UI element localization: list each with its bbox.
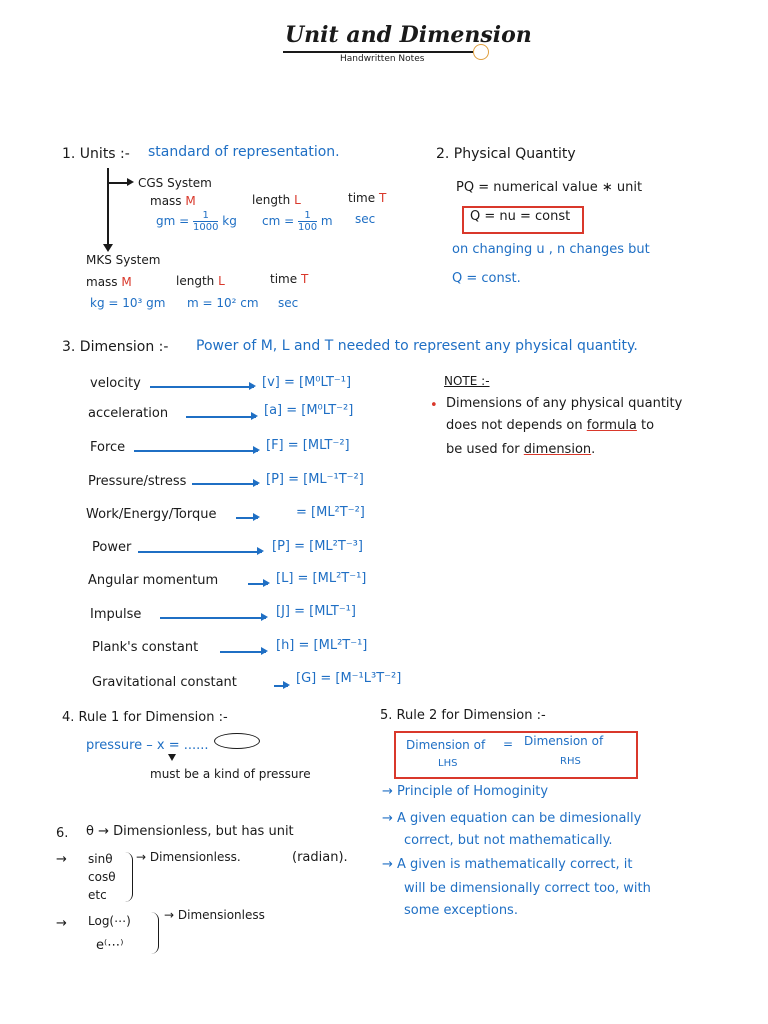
section6-theta-line: θ → Dimensionless, but has unit [86, 824, 294, 839]
trig-brace [124, 852, 133, 902]
dim-formula-1: [a] = [M⁰LT⁻²] [264, 403, 354, 418]
section6-log-arrow: → [56, 916, 67, 931]
mks-length: length L [176, 274, 225, 288]
cgs-cm-conversion: cm = $\frac{1}{100}$ m [262, 210, 333, 233]
pq-formula: PQ = numerical value ∗ unit [456, 180, 643, 195]
rule2-point-5: some exceptions. [404, 903, 518, 918]
dim-arrow-1 [186, 416, 256, 418]
log-brace [150, 912, 159, 954]
mks-kg-conversion: kg = 10³ gm [90, 296, 166, 310]
dim-name-9: Gravitational constant [92, 675, 237, 690]
section6-trig-arrow: → [56, 852, 67, 867]
dim-formula-4: = [ML²T⁻²] [296, 505, 365, 520]
section6-heading: 6. [56, 826, 69, 841]
rule2-box-left: Dimension of [406, 738, 486, 752]
rule1-heading: 4. Rule 1 for Dimension :- [62, 710, 228, 725]
rule2-box-rhs: RHS [560, 756, 581, 767]
dim-name-6: Angular momentum [88, 573, 219, 588]
dim-name-3: Pressure/stress [88, 474, 187, 489]
dim-arrow-6 [248, 583, 268, 585]
dim-arrow-3 [192, 483, 258, 485]
units-definition: standard of representation. [148, 144, 340, 160]
rule1-ellipse [214, 733, 260, 749]
mks-time: time T [270, 272, 309, 286]
rule2-box-eq: = [503, 737, 514, 751]
cgs-mass: mass M [150, 194, 196, 208]
rule1-note: must be a kind of pressure [150, 767, 311, 781]
physical-quantity-heading: 2. Physical Quantity [436, 146, 576, 162]
dim-arrow-4 [236, 517, 258, 519]
mks-m-conversion: m = 10² cm [187, 296, 259, 310]
dim-formula-8: [h] = [ML²T⁻¹] [276, 638, 368, 653]
rule2-heading: 5. Rule 2 for Dimension :- [380, 708, 546, 723]
dim-name-5: Power [92, 540, 132, 555]
arrow-down-icon [103, 244, 113, 252]
dim-formula-6: [L] = [ML²T⁻¹] [276, 571, 367, 586]
dim-arrow-5 [138, 551, 262, 553]
pq-note-line1: on changing u , n changes but [452, 242, 650, 257]
units-branch-line [107, 168, 109, 246]
arrow-head-icon [127, 178, 134, 186]
dim-arrow-9 [274, 685, 288, 687]
units-heading: 1. Units :- [62, 146, 130, 162]
dim-formula-0: [v] = [M⁰LT⁻¹] [262, 375, 352, 390]
units-branch-arrow-right [107, 182, 129, 184]
rule2-box-right: Dimension of [524, 734, 604, 748]
dim-name-2: Force [90, 440, 126, 455]
logo-badge [473, 44, 489, 60]
note-title: NOTE :- [444, 374, 490, 388]
dim-formula-2: [F] = [MLT⁻²] [266, 438, 350, 453]
dim-name-1: acceleration [88, 406, 169, 421]
mks-mass: mass M [86, 275, 132, 289]
mks-sec: sec [278, 296, 299, 310]
note-line2: does not depends on formula to [446, 418, 655, 433]
rule1-down-arrow-icon [168, 754, 176, 761]
note-line1: Dimensions of any physical quantity [446, 396, 683, 411]
dim-name-7: Impulse [90, 607, 142, 622]
cgs-label: CGS System [138, 176, 212, 190]
rule2-point-0: → Principle of Homoginity [382, 784, 549, 799]
rule2-box-lhs: LHS [438, 758, 458, 769]
cgs-length: length L [252, 193, 301, 207]
dim-arrow-2 [134, 450, 258, 452]
exp-expr: e⁽⋯⁾ [96, 938, 124, 953]
trig-sin: sinθ [88, 852, 113, 866]
cgs-gm-conversion: gm = $\frac{1}{1000}$ kg [156, 210, 237, 233]
dim-name-4: Work/Energy/Torque [86, 507, 217, 522]
rule2-point-1: → A given equation can be dimesionally [382, 811, 642, 826]
log-result: → Dimensionless [164, 908, 265, 922]
rule2-point-3: → A given is mathematically correct, it [382, 857, 633, 872]
section6-radian: (radian). [292, 850, 348, 865]
page-subtitle: Handwritten Notes [340, 54, 425, 64]
dim-formula-7: [J] = [MLT⁻¹] [276, 604, 356, 619]
dim-arrow-8 [220, 651, 266, 653]
dim-name-0: velocity [90, 376, 141, 391]
dimension-definition: Power of M, L and T needed to represent any physical quantity. [196, 338, 638, 354]
note-bullet: • [430, 398, 438, 413]
cgs-sec: sec [355, 212, 376, 226]
mks-label: MKS System [86, 253, 161, 267]
trig-result: → Dimensionless. [136, 850, 241, 864]
page-title: Unit and Dimension [285, 22, 532, 48]
pq-boxed-text: Q = nu = const [470, 209, 571, 224]
pq-note-line2: Q = const. [452, 271, 521, 286]
title-underline [283, 51, 473, 53]
dim-formula-5: [P] = [ML²T⁻³] [272, 539, 363, 554]
note-line3: be used for dimension. [446, 442, 596, 457]
cgs-time: time T [348, 191, 387, 205]
dim-name-8: Plank's constant [92, 640, 199, 655]
dim-arrow-0 [150, 386, 254, 388]
dimension-heading: 3. Dimension :- [62, 339, 169, 355]
trig-cos: cosθ [88, 870, 116, 884]
trig-etc: etc [88, 888, 107, 902]
rule2-point-2: correct, but not mathematically. [404, 833, 613, 848]
dim-formula-9: [G] = [M⁻¹L³T⁻²] [296, 671, 402, 686]
log-expr: Log(⋯) [88, 914, 131, 928]
dim-formula-3: [P] = [ML⁻¹T⁻²] [266, 472, 364, 487]
rule1-expression: pressure – x = ...... [86, 738, 209, 753]
dim-arrow-7 [160, 617, 266, 619]
rule2-point-4: will be dimensionally correct too, with [404, 881, 651, 896]
